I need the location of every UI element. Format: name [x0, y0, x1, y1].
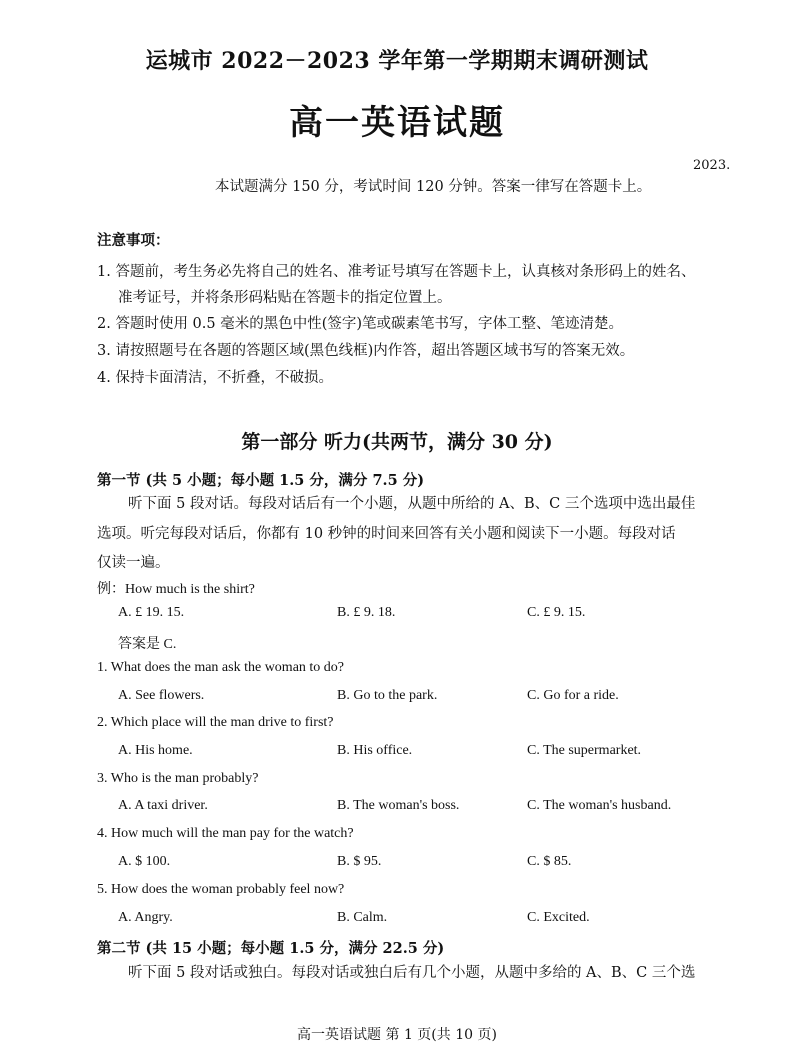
instruction-line: 听下面 5 段对话。每段对话后有一个小题，从题中所给的 A、B、C 三个选项中选出最佳 [128, 496, 696, 512]
instruction-line: 听下面 5 段对话或独白。每段对话或独白后有几个小题，从题中多给的 A、B、C 三个选 [128, 965, 696, 981]
q1-option-a: A. See flowers. [118, 688, 205, 703]
question-5: 5. How does the woman probably feel now? [97, 882, 345, 897]
notice-item: 1. 答题前，考生务必先将自己的姓名、准考证号填写在答题卡上，认真核对条形码上的姓名、 [97, 264, 696, 280]
q2-option-c: C. The supermarket. [527, 743, 642, 758]
date-mark: 2023. [693, 158, 731, 173]
q1-option-b: B. Go to the park. [337, 688, 438, 703]
notice-item: 准考证号，并将条形码粘贴在答题卡的指定位置上。 [118, 290, 452, 306]
part-heading: 第一部分 听力(共两节，满分 30 分) [241, 431, 553, 453]
section-heading: 第二节 (共 15 小题；每小题 1.5 分，满分 22.5 分) [97, 940, 445, 957]
example-option-b: B. £ 9. 18. [337, 605, 396, 620]
notice-item: 3. 请按照题号在各题的答题区域(黑色线框)内作答，超出答题区域书写的答案无效。 [97, 343, 635, 359]
question-3: 3. Who is the man probably? [97, 771, 259, 786]
exam-intro: 本试题满分 150 分，考试时间 120 分钟。答案一律写在答题卡上。 [215, 179, 652, 195]
notice-item: 2. 答题时使用 0.5 毫米的黑色中性(签字)笔或碳素笔书写，字体工整、笔迹清楚。 [97, 316, 624, 332]
q5-option-c: C. Excited. [527, 910, 590, 925]
question-1: 1. What does the man ask the woman to do? [97, 660, 345, 675]
page-footer: 高一英语试题 第 1 页(共 10 页) [297, 1027, 497, 1043]
instruction-line: 仅读一遍。 [97, 555, 170, 571]
example-option-a: A. £ 19. 15. [118, 605, 185, 620]
exam-title: 运城市 2022－2023 学年第一学期期末调研测试 [145, 48, 649, 74]
notice-heading: 注意事项： [97, 232, 170, 249]
subject-title: 高一英语试题 [289, 103, 505, 143]
q1-option-c: C. Go for a ride. [527, 688, 619, 703]
example-option-c: C. £ 9. 15. [527, 605, 586, 620]
q4-option-c: C. $ 85. [527, 854, 572, 869]
q3-option-c: C. The woman's husband. [527, 798, 672, 813]
question-4: 4. How much will the man pay for the watch? [97, 826, 354, 841]
q3-option-a: A. A taxi driver. [118, 798, 208, 813]
q2-option-a: A. His home. [118, 743, 193, 758]
instruction-line: 选项。听完每段对话后，你都有 10 秒钟的时间来回答有关小题和阅读下一小题。每段对话 [97, 526, 676, 542]
example-question: 例：How much is the shirt? [97, 582, 255, 597]
example-answer: 答案是 C. [118, 637, 177, 652]
q5-option-b: B. Calm. [337, 910, 388, 925]
question-2: 2. Which place will the man drive to first? [97, 715, 334, 730]
q3-option-b: B. The woman's boss. [337, 798, 460, 813]
q4-option-a: A. $ 100. [118, 854, 171, 869]
q4-option-b: B. $ 95. [337, 854, 382, 869]
q5-option-a: A. Angry. [118, 910, 173, 925]
q2-option-b: B. His office. [337, 743, 413, 758]
section-heading: 第一节 (共 5 小题；每小题 1.5 分，满分 7.5 分) [97, 472, 425, 489]
notice-item: 4. 保持卡面清洁，不折叠，不破损。 [97, 370, 333, 386]
